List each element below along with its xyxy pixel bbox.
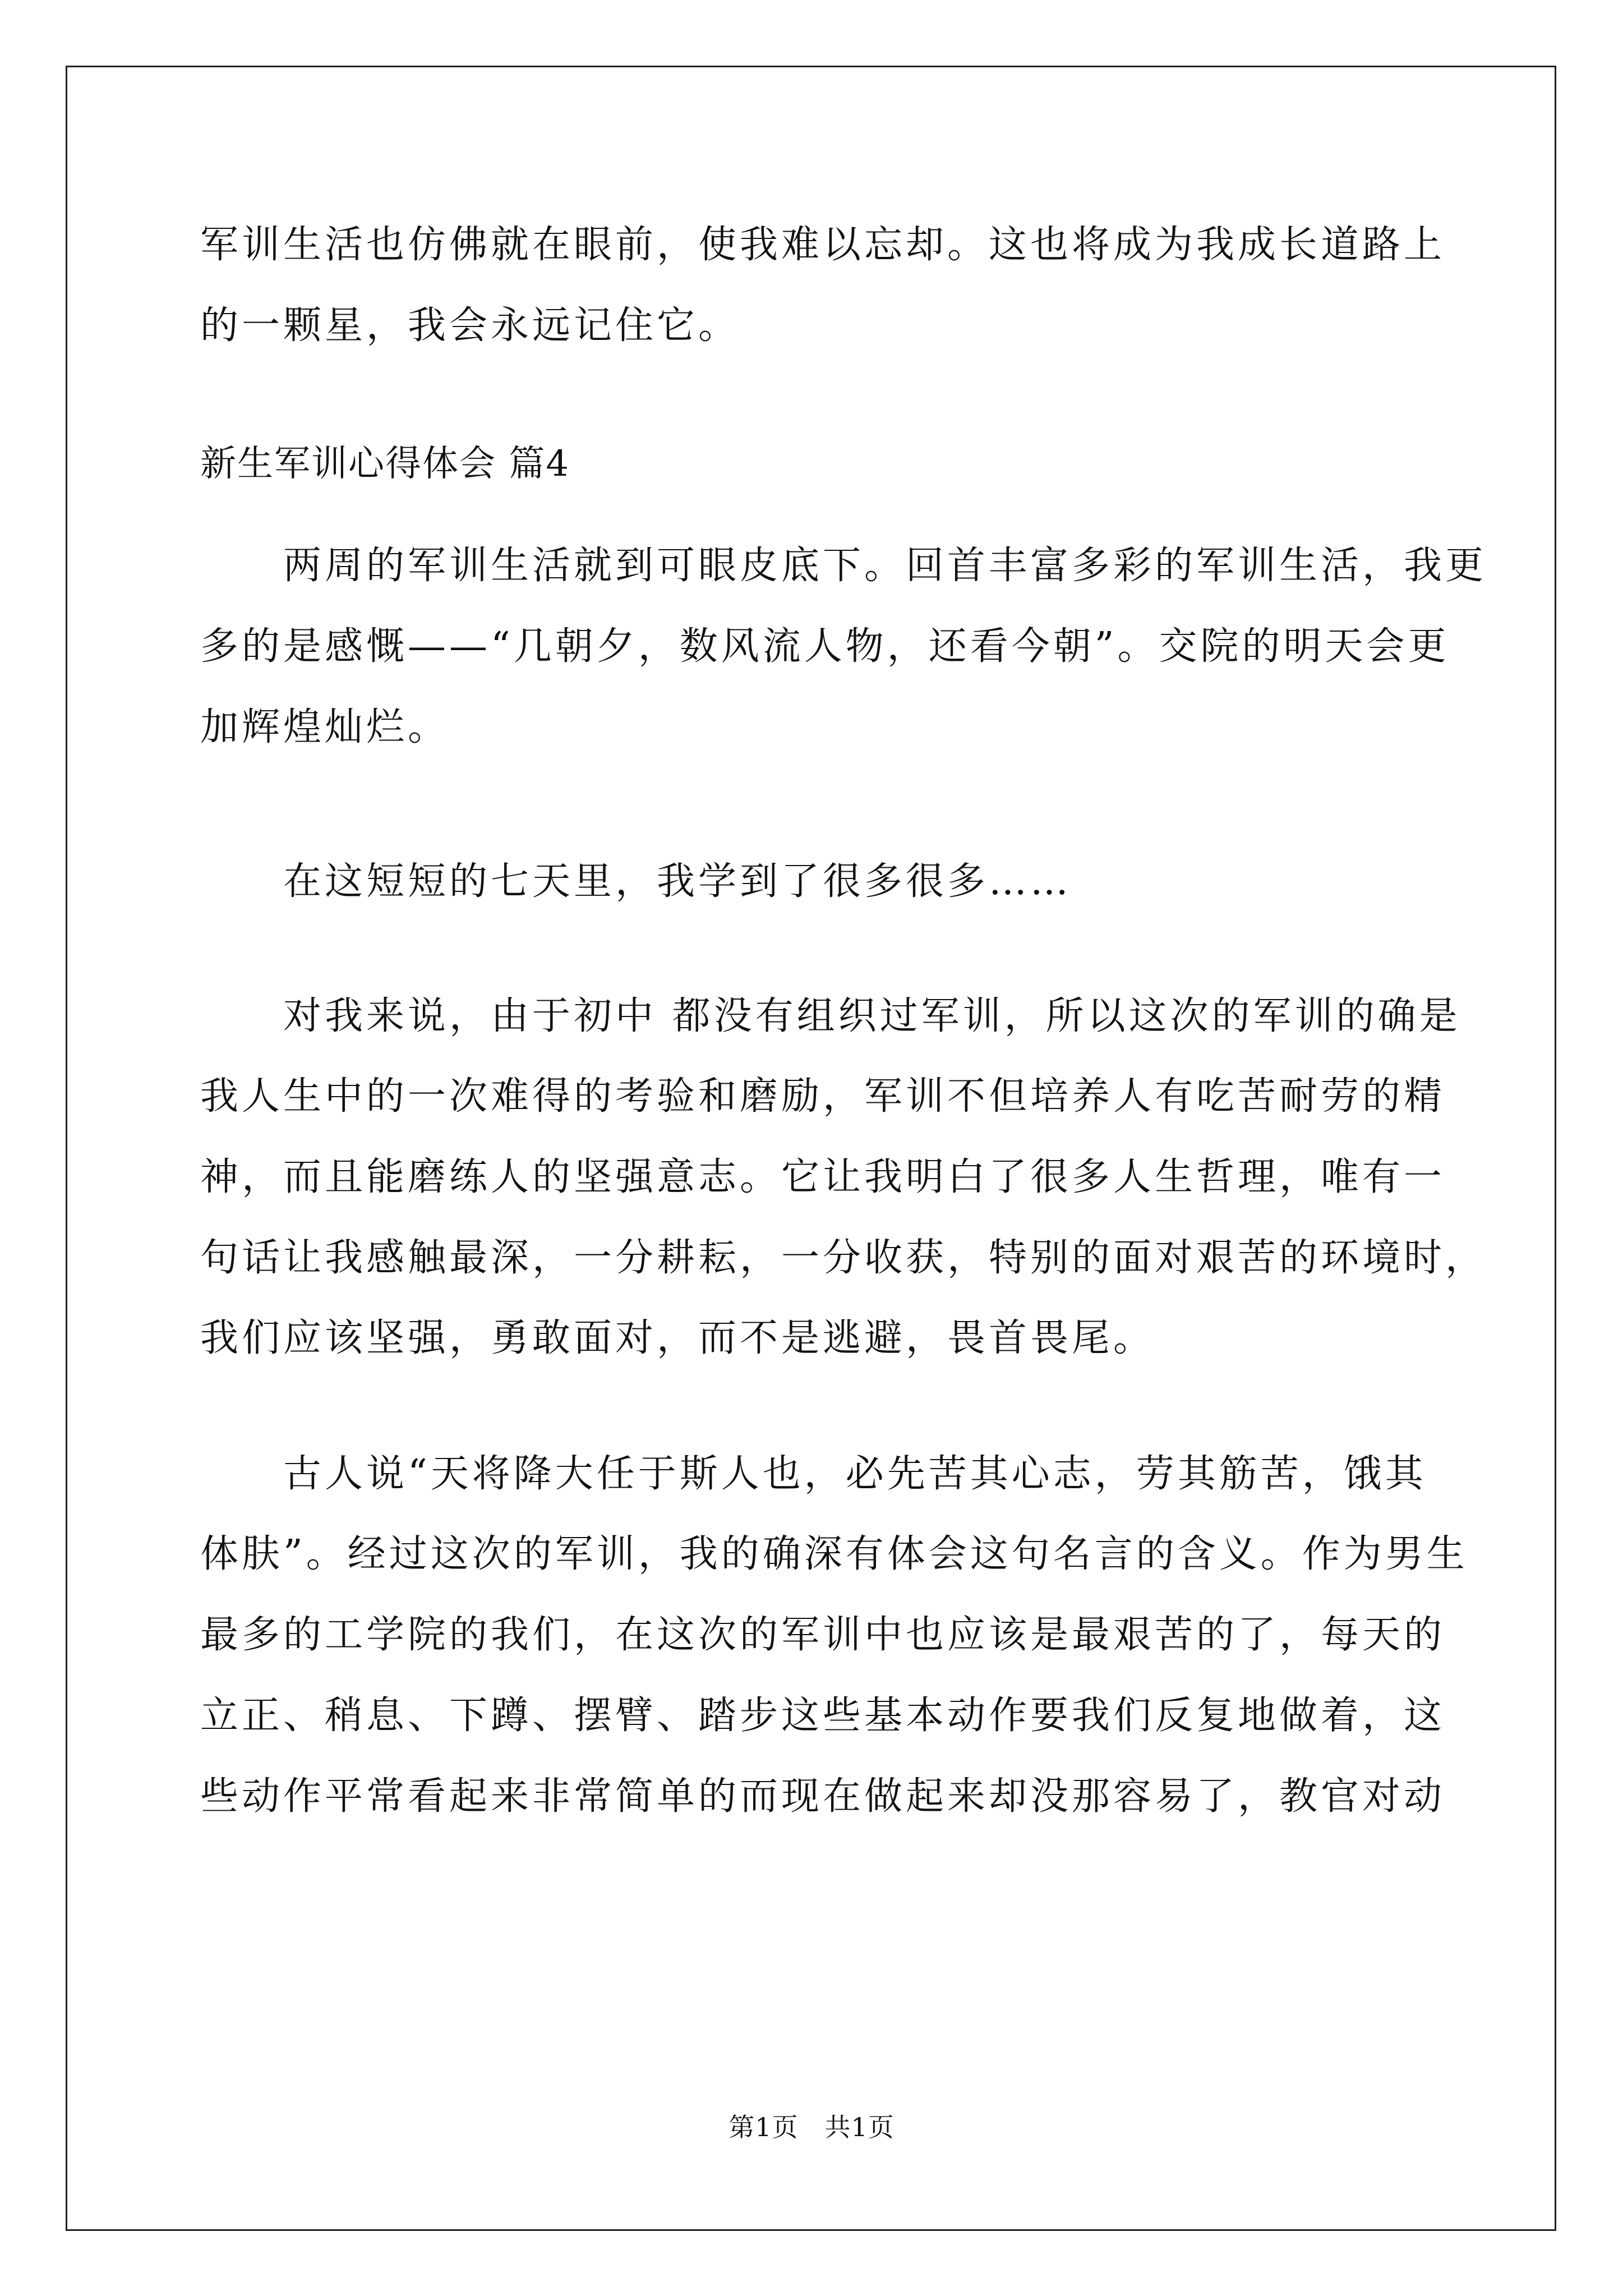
text-line-4: 多的是感慨——“几朝夕，数风流人物，还看今朝”。交院的明天会更 <box>200 624 1450 669</box>
text-line-7: 对我来说，由于初中 都没有组织过军训，所以这次的军训的确是 <box>283 994 1461 1038</box>
text-line-13: 体肤”。经过这次的军训，我的确深有体会这句名言的含义。作为男生 <box>200 1532 1468 1576</box>
text-line-14: 最多的工学院的我们，在这次的军训中也应该是最艰苦的了，每天的 <box>200 1613 1446 1657</box>
text-line-16: 些动作平常看起来非常简单的而现在做起来却没那容易了，教官对动 <box>200 1774 1446 1819</box>
text-line-10: 句话让我感触最深，一分耕耘，一分收获，特别的面对艰苦的环境时， <box>200 1236 1487 1280</box>
page-number-footer: 第1页 共1页 <box>728 2112 895 2142</box>
section-heading: 新生军训心得体会 篇4 <box>200 443 570 485</box>
text-line-8: 我人生中的一次难得的考验和磨励，军训不但培养人有吃苦耐劳的精 <box>200 1074 1446 1119</box>
text-line-3: 两周的军训生活就到可眼皮底下。回首丰富多彩的军训生活，我更 <box>283 544 1487 588</box>
text-line-1: 军训生活也仿佛就在眼前，使我难以忘却。这也将成为我成长道路上 <box>200 223 1446 267</box>
text-line-12: 古人说“天将降大任于斯人也，必先苦其心志，劳其筋苦，饿其 <box>283 1452 1427 1496</box>
text-line-9: 神，而且能磨练人的坚强意志。它让我明白了很多人生哲理，唯有一 <box>200 1155 1446 1199</box>
text-line-2: 的一颗星，我会永远记住它。 <box>200 303 740 348</box>
text-line-6: 在这短短的七天里，我学到了很多很多…… <box>283 859 1072 904</box>
text-line-15: 立正、稍息、下蹲、摆臂、踏步这些基本动作要我们反复地做着，这 <box>200 1694 1446 1738</box>
page-border <box>66 66 1556 2231</box>
text-line-11: 我们应该坚强，勇敢面对，而不是逃避，畏首畏尾。 <box>200 1316 1155 1360</box>
text-line-5: 加辉煌灿烂。 <box>200 705 450 749</box>
